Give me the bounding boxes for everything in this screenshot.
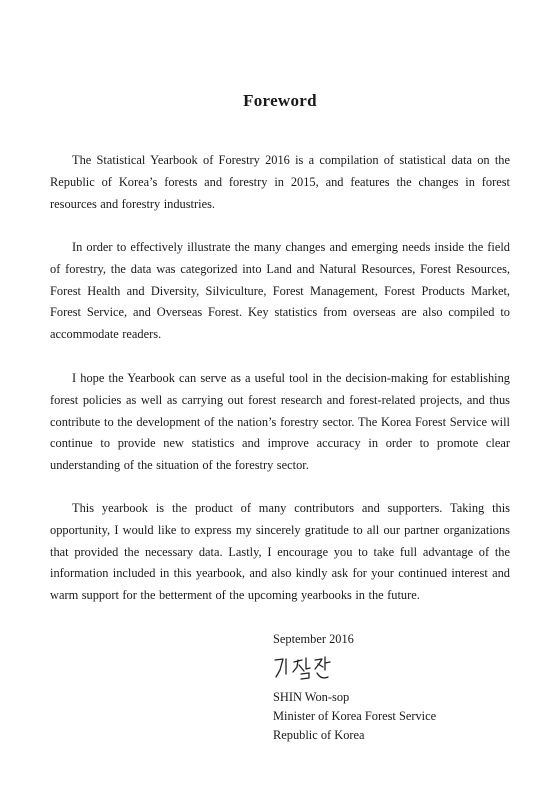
signatory-position: Minister of Korea Forest Service (273, 709, 437, 723)
signatory-name: SHIN Won-sop (273, 690, 350, 704)
page-title: Foreword (243, 91, 317, 110)
signatory-country: Republic of Korea (273, 728, 365, 742)
paragraph-intro: The Statistical Yearbook of Forestry 2016 is a compilation of statistical data on the Republic of Korea’s forests and forestry in 2015, and features the changes in forest resources and forestry industries. (50, 153, 510, 211)
closing-date: September 2016 (273, 632, 354, 646)
handwritten-signature (271, 650, 337, 684)
paragraph-categories: In order to effectively illustrate the many changes and emerging needs inside the field of forestry, the data was categorized into Land and Natural Resources, Forest Resources, Forest Health and Diversity, Silviculture, Forest Management, Forest Products Market, Forest Service, and Overseas Forest. Key statistics from overseas are also compiled to accommodate readers. (50, 240, 510, 342)
paragraph-gratitude: This yearbook is the product of many contributors and supporters. Taking this opportunity, I would like to express my sincerely gratitude to all our partner organizations that provided the necessary data. Lastly, I encourage you to take full advantage of the information included in this yearbook, and also kindly ask for your continued interest and warm support for the betterment of the upcoming yearbooks in the future. (50, 501, 510, 603)
paragraph-purpose: I hope the Yearbook can serve as a useful tool in the decision-making for establishing forest policies as well as carrying out forest research and forest-related projects, and thus contribute to the development of the nation’s forestry sector. The Korea Forest Service will continue to provide new statistics and improve accuracy in order to promote clear understanding of the situation of the forestry sector. (50, 371, 510, 473)
